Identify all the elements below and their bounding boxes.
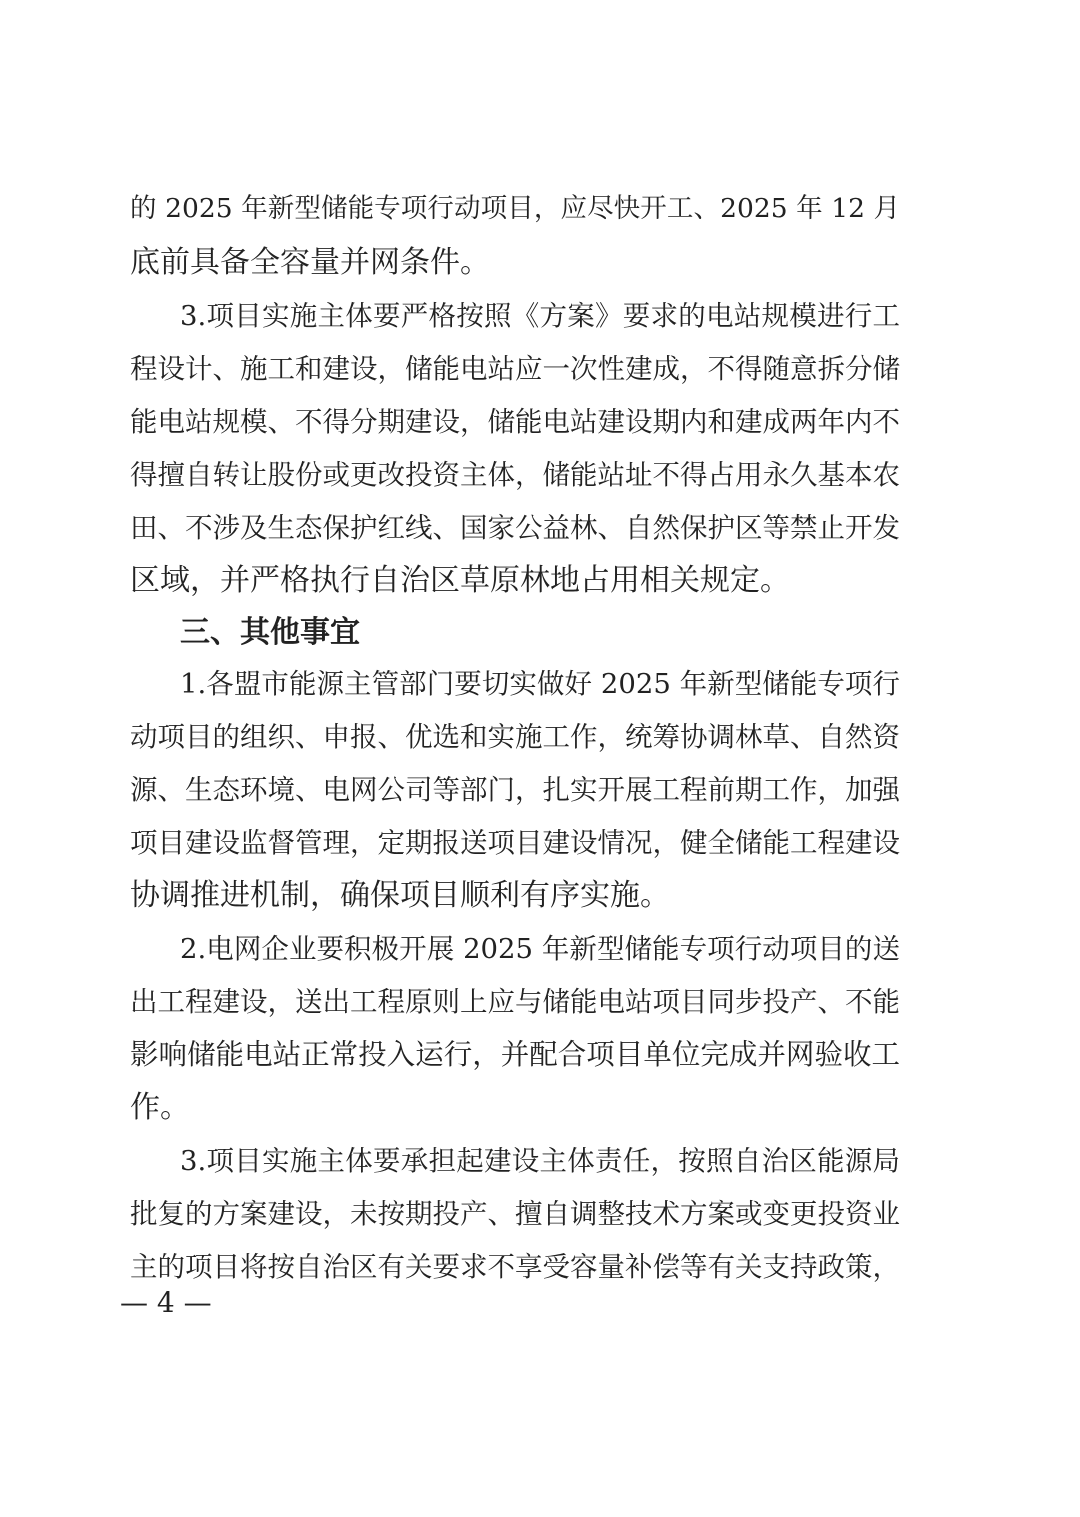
paragraph-line: 出工程建设，送出工程原则上应与储能电站项目同步投产、不能	[130, 986, 900, 1018]
paragraph-line: 作。	[130, 1090, 190, 1125]
section-heading: 三、其他事宜	[180, 615, 360, 650]
paragraph-line: 协调推进机制，确保项目顺利有序实施。	[130, 878, 670, 913]
paragraph-line: 3.项目实施主体要承担起建设主体责任，按照自治区能源局	[180, 1145, 900, 1177]
paragraph-line: 底前具备全容量并网条件。	[130, 245, 490, 280]
paragraph-line: 能电站规模、不得分期建设，储能电站建设期内和建成两年内不	[130, 406, 900, 438]
paragraph-line: 得擅自转让股份或更改投资主体，储能站址不得占用永久基本农	[130, 459, 900, 491]
paragraph-line: 的 2025 年新型储能专项行动项目，应尽快开工、2025 年 12 月	[130, 193, 900, 224]
paragraph-line: 主的项目将按自治区有关要求不享受容量补偿等有关支持政策，	[130, 1251, 900, 1283]
page-number: — 4 —	[120, 1286, 212, 1319]
paragraph-line: 3.项目实施主体要严格按照《方案》要求的电站规模进行工	[180, 300, 900, 332]
paragraph-line: 项目建设监督管理，定期报送项目建设情况，健全储能工程建设	[130, 827, 900, 859]
paragraph-line: 动项目的组织、申报、优选和实施工作，统筹协调林草、自然资	[130, 721, 900, 753]
paragraph-line: 源、生态环境、电网公司等部门，扎实开展工程前期工作，加强	[130, 774, 900, 806]
paragraph-line: 批复的方案建设，未按期投产、擅自调整技术方案或变更投资业	[130, 1198, 900, 1230]
paragraph-line: 影响储能电站正常投入运行，并配合项目单位完成并网验收工	[130, 1038, 900, 1071]
paragraph-line: 区域，并严格执行自治区草原林地占用相关规定。	[130, 563, 790, 598]
paragraph-line: 田、不涉及生态保护红线、国家公益林、自然保护区等禁止开发	[130, 512, 900, 544]
paragraph-line: 1.各盟市能源主管部门要切实做好 2025 年新型储能专项行	[180, 668, 900, 700]
paragraph-line: 2.电网企业要积极开展 2025 年新型储能专项行动项目的送	[180, 933, 900, 965]
paragraph-line: 程设计、施工和建设，储能电站应一次性建成，不得随意拆分储	[130, 353, 900, 385]
